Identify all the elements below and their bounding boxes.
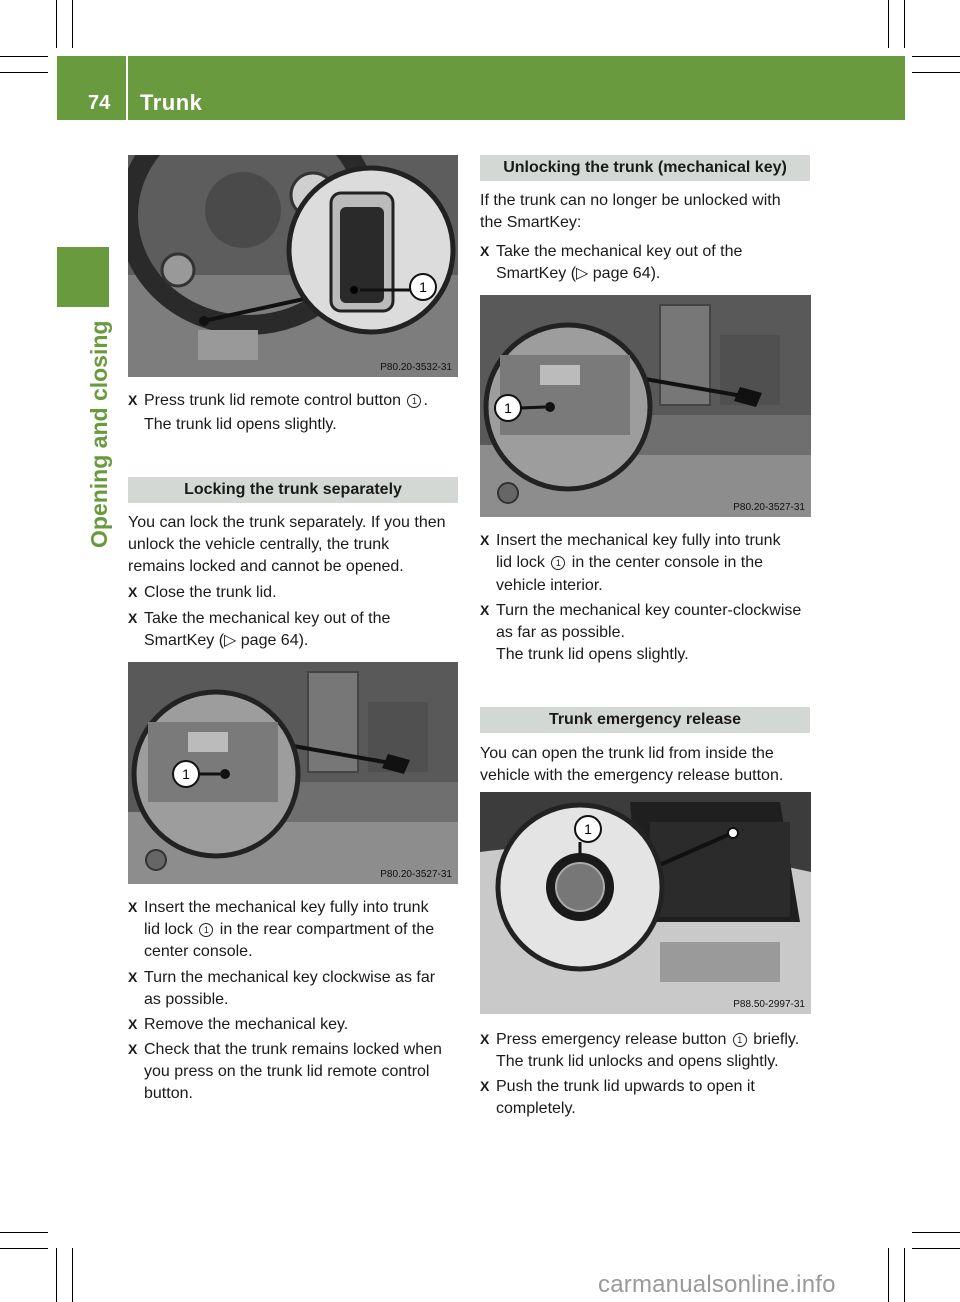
crop-mark xyxy=(72,0,73,48)
step-press-button: X Press trunk lid remote control button 1 . xyxy=(128,392,428,409)
step-marker: X xyxy=(480,1031,490,1047)
step-remove-key: X Remove the mechanical key. xyxy=(128,1016,349,1033)
crop-mark xyxy=(0,1248,48,1249)
step-check-locked: X Check that the trunk remains locked when xyxy=(128,1041,442,1058)
step-turn-key: X Turn the mechanical key clockwise as far xyxy=(128,969,436,986)
step-marker: X xyxy=(128,1016,138,1032)
figure-code: P80.20-3532-31 xyxy=(380,362,452,373)
step-marker: X xyxy=(128,392,138,408)
subheading-locking: Locking the trunk separately xyxy=(128,477,458,503)
crop-mark xyxy=(912,1248,960,1249)
step-marker: X xyxy=(128,969,138,985)
step-marker: X xyxy=(480,532,490,548)
step-continuation: center console. xyxy=(144,943,253,960)
callout-number: 1 xyxy=(199,923,213,937)
step-insert-key-right: X Insert the mechanical key fully into trunk xyxy=(480,532,781,549)
callout-number: 1 xyxy=(407,394,421,408)
step-turn-key-right: X Turn the mechanical key counter-clockwise xyxy=(480,602,802,619)
page-number: 74 xyxy=(88,92,111,114)
crop-mark xyxy=(912,56,960,57)
step-take-key: X Take the mechanical key out of the xyxy=(128,610,391,627)
step-marker: X xyxy=(128,1041,138,1057)
paragraph: You can lock the trunk separately. If you then xyxy=(128,514,446,531)
figure-code: P80.20-3527-31 xyxy=(380,869,452,880)
chapter-tab-marker xyxy=(57,247,109,307)
paragraph: vehicle with the emergency release button. xyxy=(480,767,784,784)
crop-mark xyxy=(0,72,48,73)
paragraph: remains locked and cannot be opened. xyxy=(128,558,404,575)
step-marker: X xyxy=(128,584,138,600)
step-continuation: SmartKey (▷ page 64). xyxy=(496,265,661,282)
figure-code: P88.50-2997-31 xyxy=(733,999,805,1010)
figure-callout: 1 xyxy=(182,766,190,782)
step-marker: X xyxy=(480,1078,490,1094)
trunk-figure xyxy=(480,792,811,1014)
step-continuation: lid lock 1 in the center console in the xyxy=(496,554,764,571)
step-take-key-right: X Take the mechanical key out of the xyxy=(480,243,743,260)
crop-mark xyxy=(912,72,960,73)
step-marker: X xyxy=(128,899,138,915)
figure-callout: 1 xyxy=(504,400,512,416)
figure-callout: 1 xyxy=(584,821,592,837)
step-continuation: vehicle interior. xyxy=(496,577,603,594)
crop-mark xyxy=(0,56,48,57)
crop-mark xyxy=(904,0,905,48)
crop-mark xyxy=(56,1248,57,1302)
figure-code: P80.20-3527-31 xyxy=(733,502,805,513)
step-continuation: button. xyxy=(144,1085,193,1102)
result-text: The trunk lid unlocks and opens slightly. xyxy=(496,1053,779,1070)
step-continuation: as far as possible. xyxy=(496,624,625,641)
subheading-emergency-release: Trunk emergency release xyxy=(480,707,810,733)
crop-mark xyxy=(912,1232,960,1233)
paragraph: the SmartKey: xyxy=(480,214,582,231)
step-continuation: as possible. xyxy=(144,991,229,1008)
step-push-lid: X Push the trunk lid upwards to open it xyxy=(480,1078,755,1095)
steering-wheel-figure xyxy=(128,155,458,377)
step-marker: X xyxy=(128,610,138,626)
paragraph: You can open the trunk lid from inside the xyxy=(480,745,774,762)
step-continuation: you press on the trunk lid remote control xyxy=(144,1063,430,1080)
step-continuation: SmartKey (▷ page 64). xyxy=(144,632,309,649)
step-marker: X xyxy=(480,243,490,259)
subheading-unlocking: Unlocking the trunk (mechanical key) xyxy=(480,155,810,181)
chapter-tab-label: Opening and closing xyxy=(86,320,112,548)
crop-mark xyxy=(888,1248,889,1302)
watermark: carmanualsonline.info xyxy=(598,1271,836,1298)
result-text: The trunk lid opens slightly. xyxy=(144,416,337,433)
step-continuation: completely. xyxy=(496,1100,576,1117)
crop-mark xyxy=(0,1232,48,1233)
result-text: The trunk lid opens slightly. xyxy=(496,646,689,663)
paragraph: unlock the vehicle centrally, the trunk xyxy=(128,536,390,553)
step-insert-key: X Insert the mechanical key fully into trunk xyxy=(128,899,429,916)
crop-mark xyxy=(904,1248,905,1302)
section-title: Trunk xyxy=(140,90,203,115)
step-press-emergency: X Press emergency release button 1 briefly. xyxy=(480,1031,800,1048)
crop-mark xyxy=(56,0,57,48)
callout-number: 1 xyxy=(733,1033,747,1047)
step-close: X Close the trunk lid. xyxy=(128,584,277,601)
paragraph: If the trunk can no longer be unlocked with xyxy=(480,192,781,209)
header-divider xyxy=(126,56,128,120)
crop-mark xyxy=(888,0,889,48)
step-marker: X xyxy=(480,602,490,618)
console-figure-right xyxy=(480,295,811,517)
callout-number: 1 xyxy=(551,556,565,570)
crop-mark xyxy=(72,1248,73,1302)
console-figure-left xyxy=(128,662,458,884)
step-continuation: lid lock 1 in the rear compartment of the xyxy=(144,921,435,938)
figure-callout: 1 xyxy=(419,279,427,295)
